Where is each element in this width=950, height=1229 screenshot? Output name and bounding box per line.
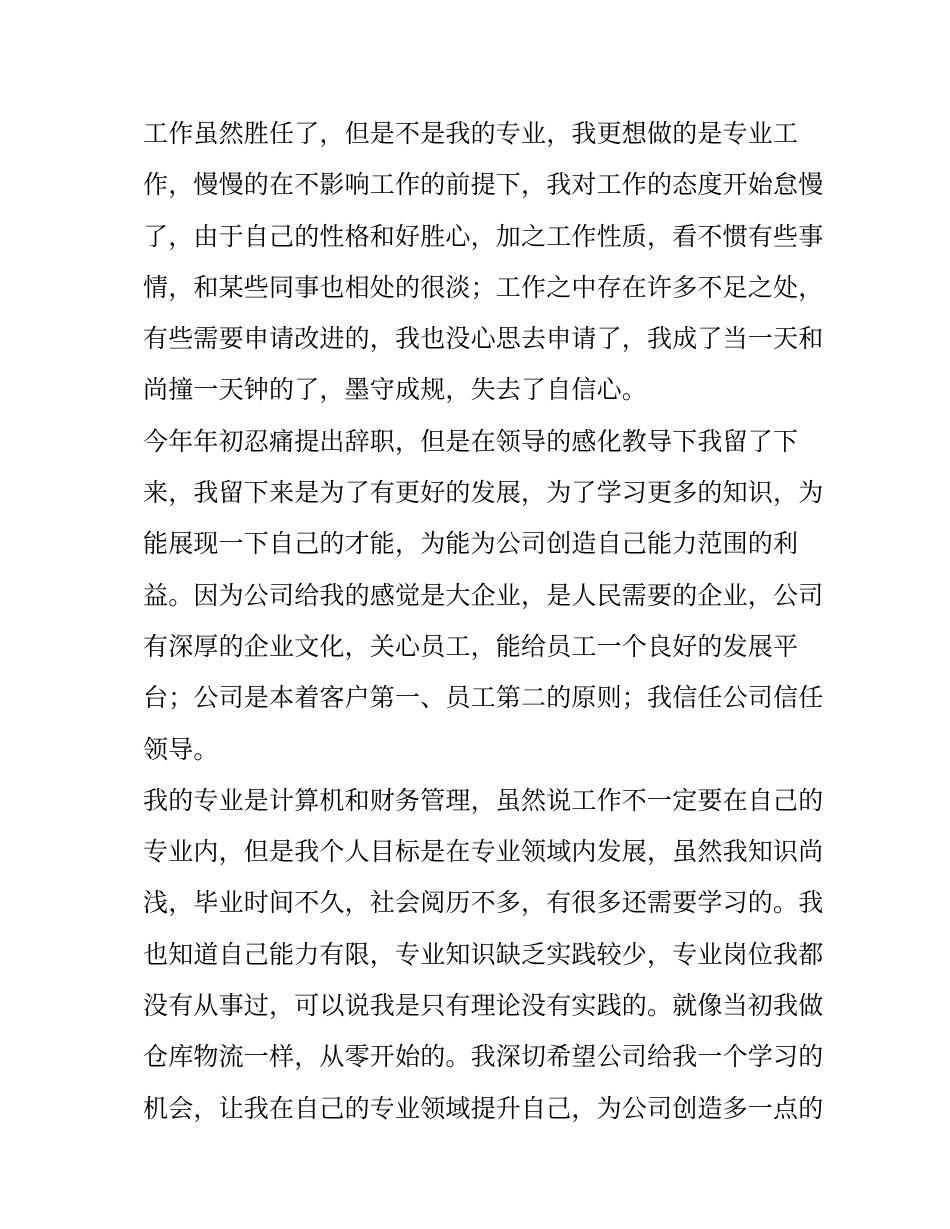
text-line: 台；公司是本着客户第一、员工第二的原则；我信任公司信任 xyxy=(143,683,824,713)
text-line: 能展现一下自己的才能，为能为公司创造自己能力范围的利 xyxy=(143,529,799,559)
text-line: 浅，毕业时间不久，社会阅历不多，有很多还需要学习的。我 xyxy=(143,888,824,918)
text-line: 今年年初忍痛提出辞职，但是在领导的感化教导下我留了下 xyxy=(143,426,799,456)
text-line: 有些需要申请改进的，我也没心思去申请了，我成了当一天和 xyxy=(143,324,824,354)
text-line: 来，我留下来是为了有更好的发展，为了学习更多的知识，为 xyxy=(143,478,824,508)
text-line: 了，由于自己的性格和好胜心，加之工作性质，看不惯有些事 xyxy=(143,221,824,251)
text-line: 也知道自己能力有限，专业知识缺乏实践较少，专业岗位我都 xyxy=(143,939,824,969)
text-line: 情，和某些同事也相处的很淡；工作之中存在许多不足之处， xyxy=(143,272,824,302)
document-body xyxy=(143,108,823,1134)
text-line: 仓库物流一样，从零开始的。我深切希望公司给我一个学习的 xyxy=(143,1042,824,1072)
text-line: 有深厚的企业文化，关心员工，能给员工一个良好的发展平 xyxy=(143,631,799,661)
text-line: 我的专业是计算机和财务管理，虽然说工作不一定要在自己的 xyxy=(143,785,824,815)
text-line: 益。因为公司给我的感觉是大企业，是人民需要的企业，公司 xyxy=(143,580,824,610)
text-line: 尚撞一天钟的了，墨守成规，失去了自信心。 xyxy=(143,375,648,405)
text-line: 工作虽然胜任了，但是不是我的专业，我更想做的是专业工 xyxy=(143,119,799,148)
text-line: 作，慢慢的在不影响工作的前提下，我对工作的态度开始怠慢 xyxy=(143,170,824,200)
text-line: 领导。 xyxy=(143,734,219,764)
text-line: 机会，让我在自己的专业领域提升自己，为公司创造多一点的 xyxy=(143,1093,824,1123)
text-line: 专业内，但是我个人目标是在专业领域内发展，虽然我知识尚 xyxy=(143,837,824,867)
text-line: 没有从事过，可以说我是只有理论没有实践的。就像当初我做 xyxy=(143,991,824,1021)
